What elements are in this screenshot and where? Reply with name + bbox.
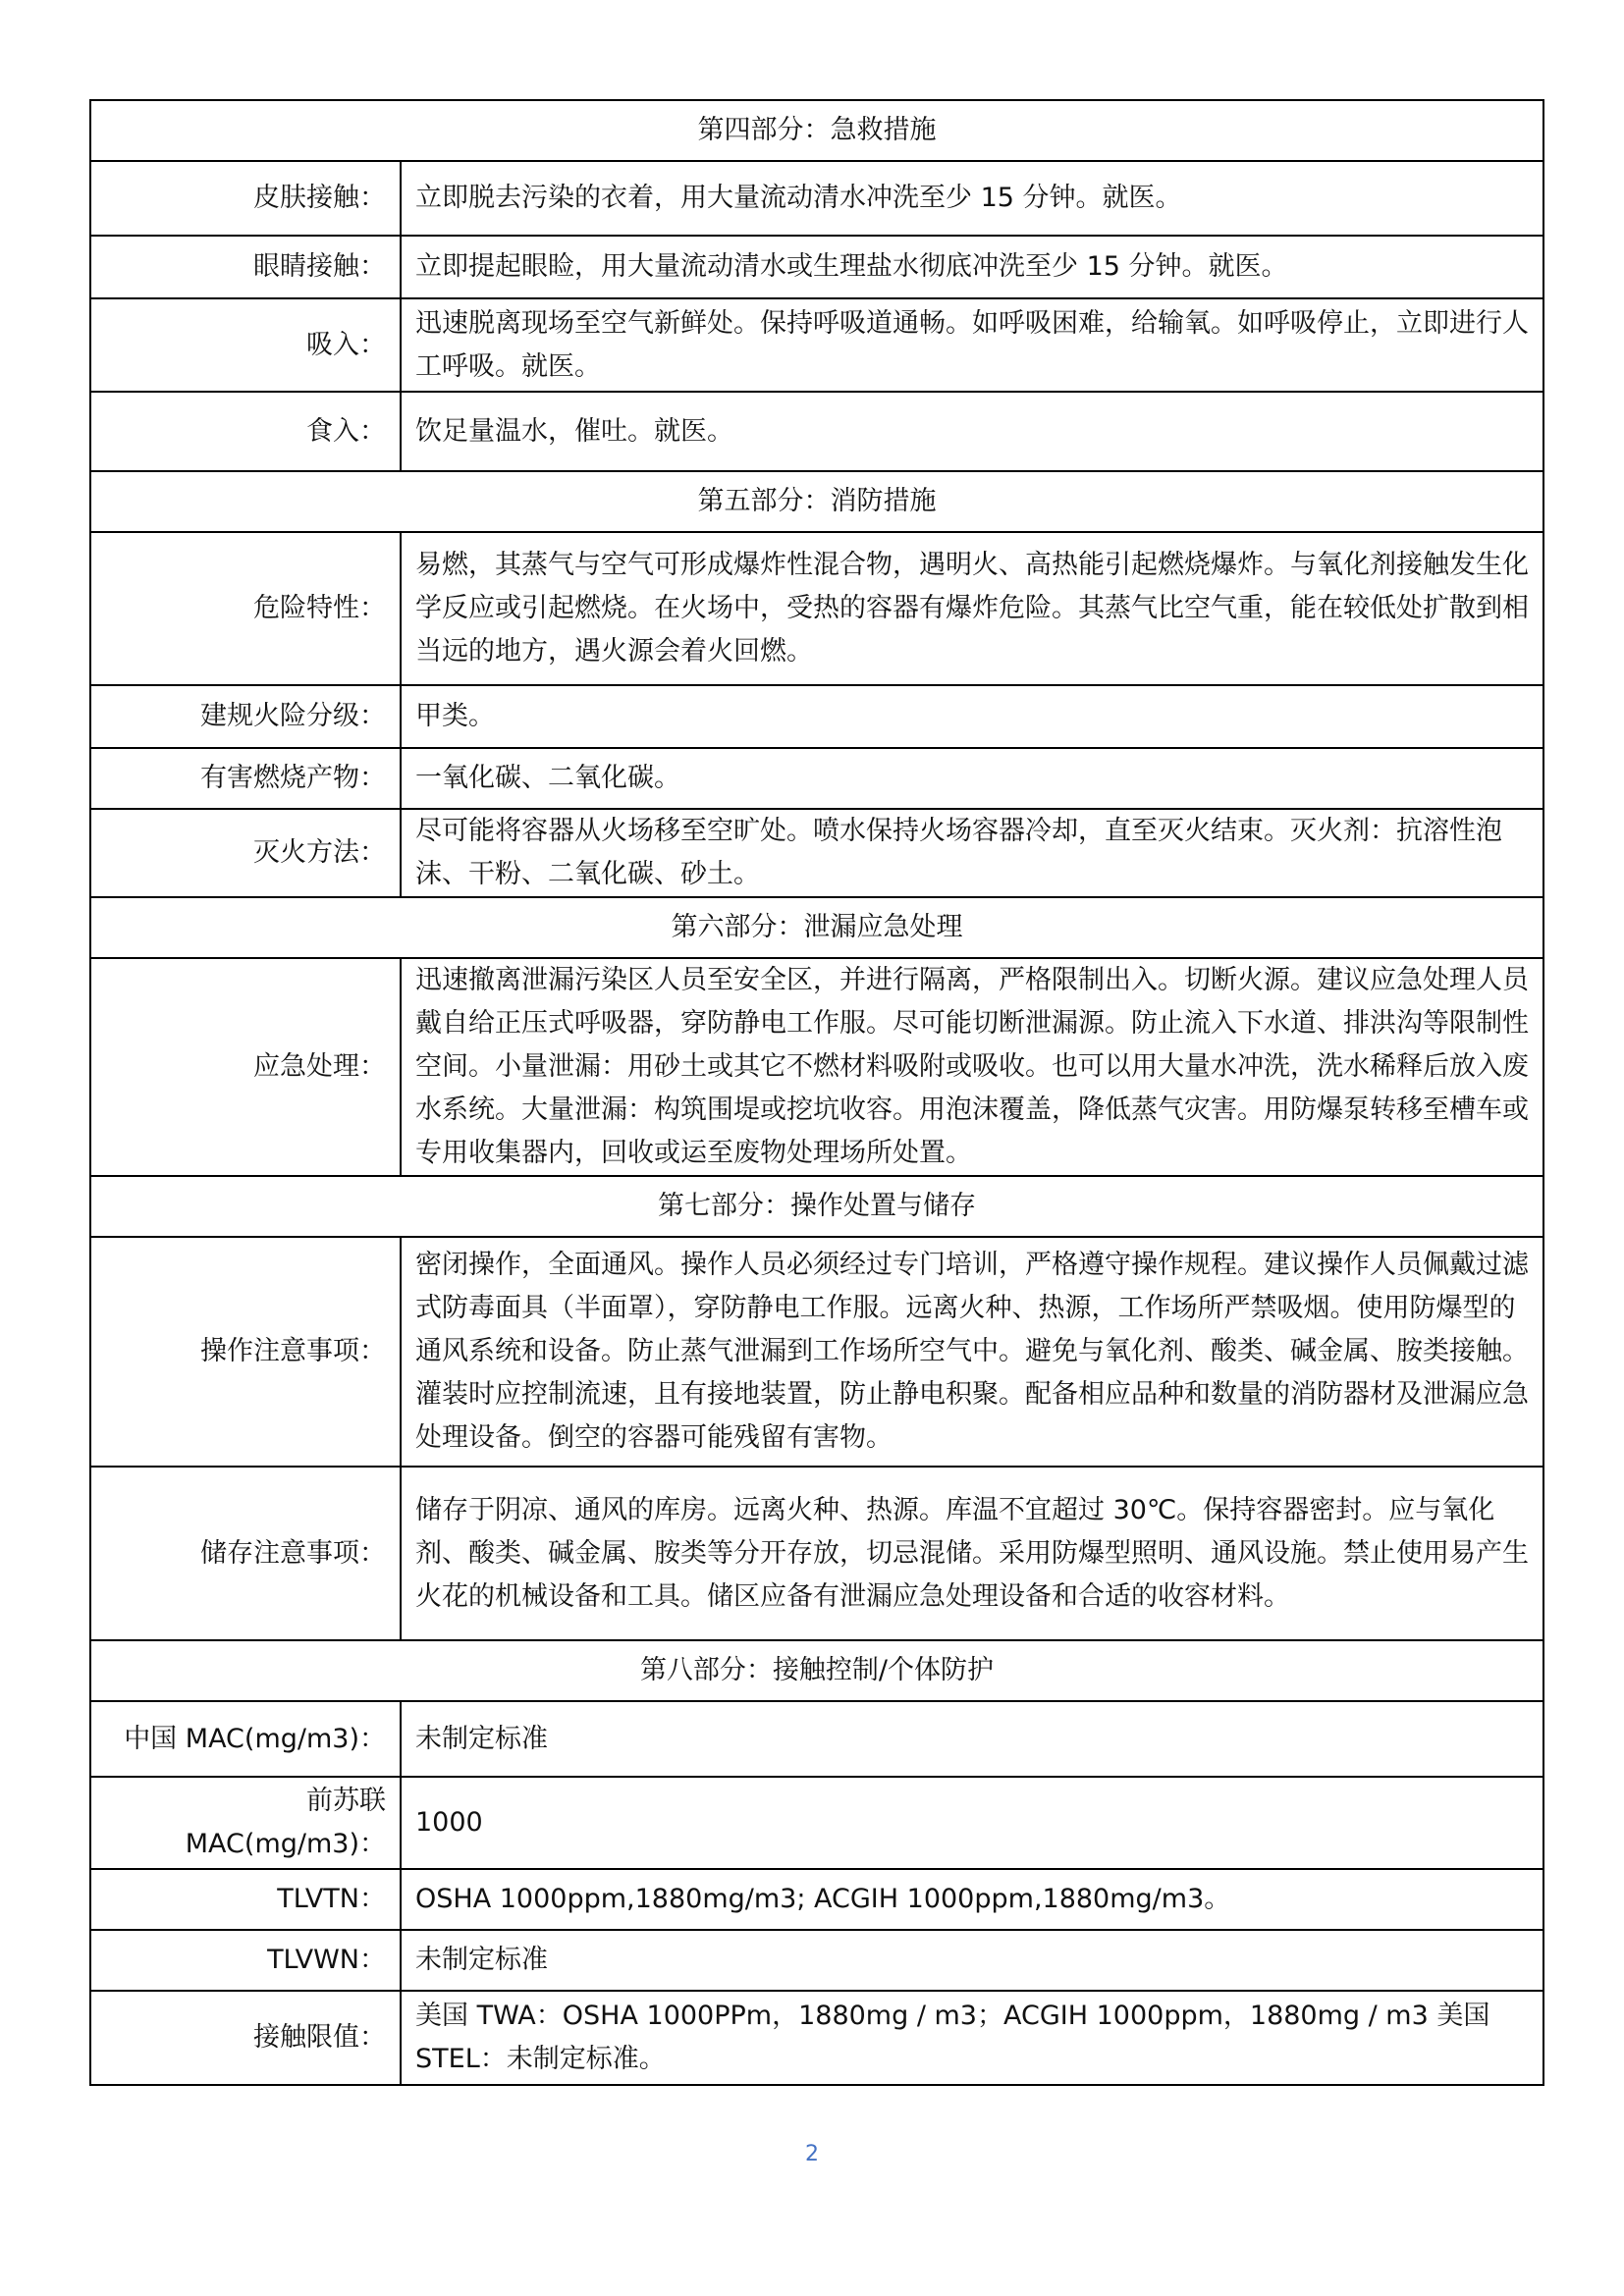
sds-table — [89, 99, 1544, 2086]
table-row — [90, 1777, 1543, 1869]
row-label: 应急处理： — [90, 958, 401, 1176]
table-row — [90, 685, 1543, 748]
table-row — [90, 236, 1543, 298]
section-header-row — [90, 471, 1543, 532]
table-row — [90, 1237, 1543, 1467]
row-value: 立即脱去污染的衣着，用大量流动清水冲洗至少 15 分钟。就医。 — [401, 161, 1543, 236]
table-row — [90, 1991, 1543, 2085]
table-row — [90, 298, 1543, 392]
row-label: 皮肤接触： — [90, 161, 401, 236]
section-header-row — [90, 100, 1543, 161]
row-value: 储存于阴凉、通风的库房。远离火种、热源。库温不宜超过 30℃。保持容器密封。应与氧化剂、酸类、碱金属、胺类等分开存放，切忌混储。采用防爆型照明、通风设施。禁止使用易产生火花的机械设备和工具。储区应备有泄漏应急处理设备和合适的收容材料。 — [401, 1467, 1543, 1640]
section-header-row — [90, 1176, 1543, 1237]
table-row — [90, 1869, 1543, 1930]
section-title-first-aid: 第四部分：急救措施 — [90, 100, 1543, 161]
table-row — [90, 748, 1543, 809]
row-value: 未制定标准 — [401, 1930, 1543, 1991]
row-label: 接触限值： — [90, 1991, 401, 2085]
row-label: 有害燃烧产物： — [90, 748, 401, 809]
row-value: 尽可能将容器从火场移至空旷处。喷水保持火场容器冷却，直至灭火结束。灭火剂：抗溶性泡沫、干粉、二氧化碳、砂土。 — [401, 809, 1543, 897]
row-value: OSHA 1000ppm,1880mg/m3; ACGIH 1000ppm,1880mg/m3。 — [401, 1869, 1543, 1930]
row-label: 前苏联 MAC(mg/m3)： — [90, 1777, 401, 1869]
row-label: 食入： — [90, 392, 401, 471]
row-value: 迅速脱离现场至空气新鲜处。保持呼吸道通畅。如呼吸困难，给输氧。如呼吸停止，立即进行人工呼吸。就医。 — [401, 298, 1543, 392]
row-label: 灭火方法： — [90, 809, 401, 897]
table-row — [90, 392, 1543, 471]
row-label: TLVTN： — [90, 1869, 401, 1930]
section-title-exposure-control: 第八部分：接触控制/个体防护 — [90, 1640, 1543, 1701]
table-row — [90, 809, 1543, 897]
row-value: 一氧化碳、二氧化碳。 — [401, 748, 1543, 809]
row-label: 建规火险分级： — [90, 685, 401, 748]
row-value: 饮足量温水，催吐。就医。 — [401, 392, 1543, 471]
row-value: 迅速撤离泄漏污染区人员至安全区，并进行隔离，严格限制出入。切断火源。建议应急处理人员戴自给正压式呼吸器，穿防静电工作服。尽可能切断泄漏源。防止流入下水道、排洪沟等限制性空间。小量泄漏：用砂土或其它不燃材料吸附或吸收。也可以用大量水冲洗，洗水稀释后放入废水系统。大量泄漏：构筑围堤或挖坑收容。用泡沫覆盖，降低蒸气灾害。用防爆泵转移至槽车或专用收集器内，回收或运至废物处理场所处置。 — [401, 958, 1543, 1176]
row-label: 储存注意事项： — [90, 1467, 401, 1640]
row-label: 中国 MAC(mg/m3)： — [90, 1701, 401, 1777]
row-value: 密闭操作，全面通风。操作人员必须经过专门培训，严格遵守操作规程。建议操作人员佩戴过滤式防毒面具（半面罩），穿防静电工作服。远离火种、热源，工作场所严禁吸烟。使用防爆型的通风系统和设备。防止蒸气泄漏到工作场所空气中。避免与氧化剂、酸类、碱金属、胺类接触。灌装时应控制流速，且有接地装置，防止静电积聚。配备相应品种和数量的消防器材及泄漏应急处理设备。倒空的容器可能残留有害物。 — [401, 1237, 1543, 1467]
row-value: 立即提起眼睑，用大量流动清水或生理盐水彻底冲洗至少 15 分钟。就医。 — [401, 236, 1543, 298]
table-row — [90, 532, 1543, 685]
row-value: 甲类。 — [401, 685, 1543, 748]
row-label: TLVWN： — [90, 1930, 401, 1991]
page-number: 2 — [805, 2142, 819, 2166]
row-label: 操作注意事项： — [90, 1237, 401, 1467]
table-row — [90, 1701, 1543, 1777]
row-label: 危险特性： — [90, 532, 401, 685]
row-value: 1000 — [401, 1777, 1543, 1869]
table-row — [90, 161, 1543, 236]
row-value: 未制定标准 — [401, 1701, 1543, 1777]
table-row — [90, 1467, 1543, 1640]
section-header-row — [90, 1640, 1543, 1701]
row-value: 美国 TWA：OSHA 1000PPm，1880mg / m3；ACGIH 1000ppm，1880mg / m3 美国 STEL：未制定标准。 — [401, 1991, 1543, 2085]
section-header-row — [90, 897, 1543, 958]
table-row — [90, 1930, 1543, 1991]
table-row — [90, 958, 1543, 1176]
section-title-handling-storage: 第七部分：操作处置与储存 — [90, 1176, 1543, 1237]
section-title-spill-response: 第六部分：泄漏应急处理 — [90, 897, 1543, 958]
row-label: 吸入： — [90, 298, 401, 392]
section-title-fire-fighting: 第五部分：消防措施 — [90, 471, 1543, 532]
row-label: 眼睛接触： — [90, 236, 401, 298]
row-value: 易燃，其蒸气与空气可形成爆炸性混合物，遇明火、高热能引起燃烧爆炸。与氧化剂接触发生化学反应或引起燃烧。在火场中，受热的容器有爆炸危险。其蒸气比空气重，能在较低处扩散到相当远的地方，遇火源会着火回燃。 — [401, 532, 1543, 685]
